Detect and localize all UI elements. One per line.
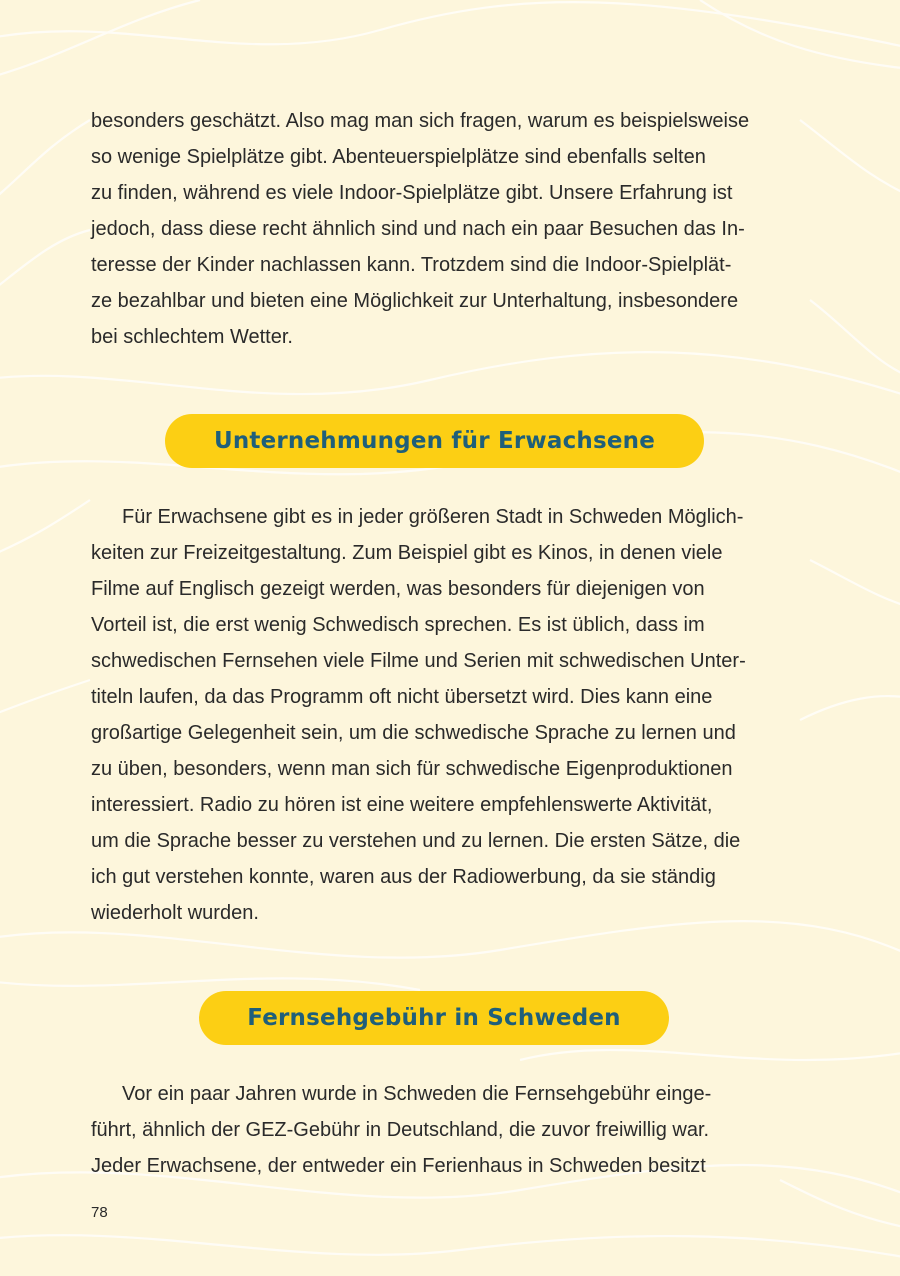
text-line: bei schlechtem Wetter.	[91, 326, 293, 348]
paragraph-intro	[91, 103, 791, 355]
paragraph-adults	[91, 499, 791, 931]
section-heading-pill	[199, 991, 669, 1045]
text-line: wiederholt wurden.	[91, 902, 259, 924]
text-line: großartige Gelegenheit sein, um die schwedische Sprache zu lernen und	[91, 722, 736, 744]
text-line: Filme auf Englisch gezeigt werden, was besonders für diejenigen von	[91, 578, 705, 600]
text-line: Jeder Erwachsene, der entweder ein Ferienhaus in Schweden besitzt	[91, 1155, 706, 1177]
section-heading-pill	[165, 414, 704, 468]
text-line: zu üben, besonders, wenn man sich für schwedische Eigenproduktionen	[91, 758, 733, 780]
section-heading-title: Unternehmungen für Erwachsene	[213, 428, 656, 454]
text-line: Für Erwachsene gibt es in jeder größeren Stadt in Schweden Möglich-	[122, 506, 744, 528]
text-line: um die Sprache besser zu verstehen und zu lernen. Die ersten Sätze, die	[91, 830, 741, 852]
text-line: besonders geschätzt. Also mag man sich fragen, warum es beispielsweise	[91, 110, 750, 132]
text-line: teresse der Kinder nachlassen kann. Trotzdem sind die Indoor-Spielplät-	[91, 254, 732, 276]
paragraph-tv-fee	[91, 1076, 791, 1184]
text-line: so wenige Spielplätze gibt. Abenteuerspielplätze sind ebenfalls selten	[91, 146, 706, 168]
section-heading-title: Fernsehgebühr in Schweden	[247, 1005, 621, 1031]
text-line: ich gut verstehen konnte, waren aus der Radiowerbung, da sie ständig	[91, 866, 716, 888]
text-line: titeln laufen, da das Programm oft nicht übersetzt wird. Dies kann eine	[91, 686, 713, 708]
page-number: 78	[91, 1204, 108, 1221]
text-line: jedoch, dass diese recht ähnlich sind und nach ein paar Besuchen das In-	[91, 218, 745, 240]
text-line: ze bezahlbar und bieten eine Möglichkeit zur Unterhaltung, insbesondere	[91, 290, 739, 312]
text-line: schwedischen Fernsehen viele Filme und Serien mit schwedischen Unter-	[91, 650, 746, 672]
text-line: führt, ähnlich der GEZ-Gebühr in Deutschland, die zuvor freiwillig war.	[91, 1119, 710, 1141]
text-line: keiten zur Freizeitgestaltung. Zum Beispiel gibt es Kinos, in denen viele	[91, 542, 723, 564]
text-line: interessiert. Radio zu hören ist eine weitere empfehlenswerte Aktivität,	[91, 794, 713, 816]
text-line: Vorteil ist, die erst wenig Schwedisch sprechen. Es ist üblich, dass im	[91, 614, 705, 636]
text-line: Vor ein paar Jahren wurde in Schweden die Fernsehgebühr einge-	[122, 1083, 712, 1105]
text-line: zu finden, während es viele Indoor-Spielplätze gibt. Unsere Erfahrung ist	[91, 182, 733, 204]
